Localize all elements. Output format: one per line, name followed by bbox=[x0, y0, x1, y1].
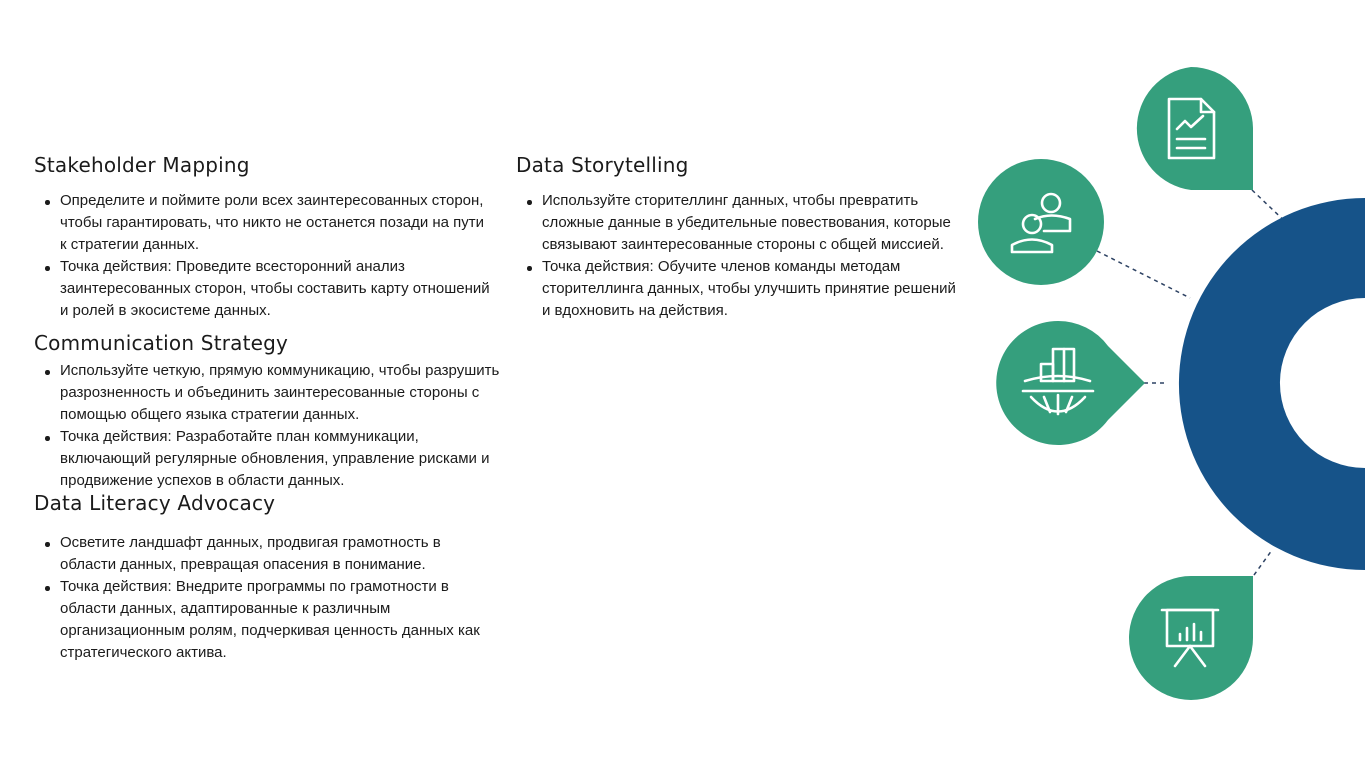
bullet-item: Осветите ландшафт данных, продвигая грамотность в области данных, превращая опасения в понимание. bbox=[34, 532, 494, 576]
bullet-item: Точка действия: Разработайте план коммуникации, включающий регулярные обновления, управление рисками и продвижение успехов в области данных. bbox=[34, 426, 504, 492]
bullet-list bbox=[34, 190, 494, 322]
section-title: Data Literacy Advocacy bbox=[34, 491, 276, 515]
presentation-board-badge bbox=[1129, 576, 1253, 700]
data-lighthouse-icon bbox=[1023, 349, 1093, 414]
section-data-literacy-advocacy bbox=[34, 491, 494, 664]
report-chart-badge bbox=[1137, 67, 1253, 190]
bullet-item: Определите и поймите роли всех заинтересованных сторон, чтобы гарантировать, что никто не останется позади на пути к стратегии данных. bbox=[34, 190, 494, 256]
section-title: Data Storytelling bbox=[516, 153, 689, 177]
section-title: Stakeholder Mapping bbox=[34, 153, 250, 177]
bullet-item: Точка действия: Обучите членов команды методам сторителлинга данных, чтобы улучшить принятие решений и вдохновить на действия. bbox=[516, 256, 966, 322]
section-stakeholder-mapping bbox=[34, 153, 494, 322]
connector-line bbox=[1254, 550, 1272, 575]
bullet-item: Используйте четкую, прямую коммуникацию, чтобы разрушить разрозненность и объединить заинтересованные стороны с помощью общего языка стратегии данных. bbox=[34, 360, 504, 426]
presentation-board-icon bbox=[1162, 610, 1218, 666]
data-lighthouse-badge bbox=[996, 321, 1145, 445]
stakeholder-badge bbox=[978, 159, 1104, 285]
section-title: Communication Strategy bbox=[34, 331, 289, 355]
bullet-item: Точка действия: Внедрите программы по грамотности в области данных, адаптированные к различным организационным ролям, подчеркивая ценность данных как стратегического актива. bbox=[34, 576, 494, 664]
bullet-list bbox=[516, 190, 966, 322]
section-communication-strategy bbox=[34, 331, 504, 492]
section-data-storytelling bbox=[516, 153, 966, 322]
connector-line bbox=[1097, 251, 1190, 298]
bullet-item: Используйте сторителлинг данных, чтобы превратить сложные данные в убедительные повествования, которые связывают заинтересованные стороны с общей миссией. bbox=[516, 190, 966, 256]
report-chart-icon bbox=[1169, 99, 1214, 158]
bullet-item: Точка действия: Проведите всесторонний анализ заинтересованных сторон, чтобы составить карту отношений и ролей в экосистеме данных. bbox=[34, 256, 494, 322]
bullet-list bbox=[34, 532, 494, 664]
blue-ring bbox=[1179, 198, 1365, 570]
connector-lines bbox=[1097, 190, 1292, 575]
connector-line bbox=[1252, 190, 1292, 228]
stakeholder-people-icon bbox=[1012, 194, 1070, 252]
bullet-list bbox=[34, 360, 504, 492]
